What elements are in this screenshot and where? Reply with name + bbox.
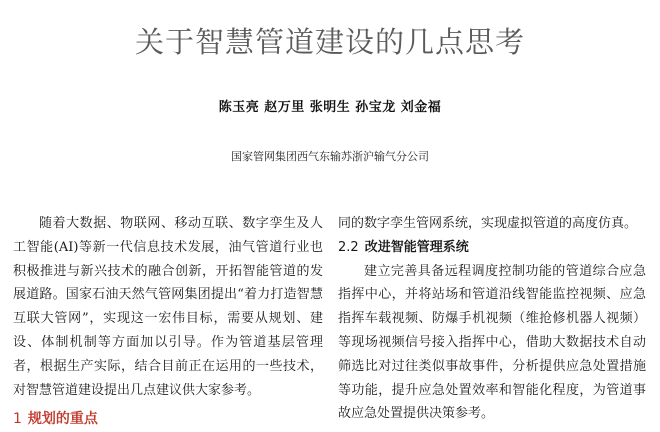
left-column: [13, 212, 323, 432]
section-1-title: 规划的重点: [27, 411, 98, 428]
section-1-heading: [13, 408, 323, 432]
author-affiliation: 国家管网集团西气东输苏浙沪输气分公司: [231, 150, 429, 163]
intro-paragraph: 随着大数据、物联网、移动互联、数字孪生及人工智能(AI)等新一代信息技术发展，油气管道行业也积极推进与新兴技术的融合创新，开拓智能管道的发展道路。国家石油天然气管网集团提出“着力打造智慧互联大管网”，实现这一宏伟目标，需要从规划、建设、体制机制等方面加以引导。作为管道基层管理者，根据生产实际，结合目前正在运用的一些技术，对智慧管道建设提出几点建议供大家参考。: [13, 216, 323, 398]
author-list: 陈玉亮 赵万里 张明生 孙宝龙 刘金福: [218, 100, 442, 115]
section-2-2-heading: [338, 236, 646, 260]
paper-title: 关于智慧管道建设的几点思考: [134, 25, 525, 59]
section-2-2-number: 2.2: [338, 239, 359, 255]
section-2-2-paragraph: 建立完善具备远程调度控制功能的管道综合应急指挥中心，并将站场和管道沿线智能监控视频、应急指挥车载视频、防爆手机视频（维抢修机器人视频）等现场视频信号接入指挥中心，借助大数据技术自动筛选比对过往类似事故事件，分析提供应急处置措施等功能，提升应急处置效率和智能化程度，为管道事故应急处置提供决策参考。: [338, 263, 646, 422]
section-2-2-title: 改进智能管理系统: [364, 239, 469, 255]
right-column: [338, 212, 646, 426]
continued-paragraph: 同的数字孪生管网系统，实现虚拟管道的高度仿真。: [338, 216, 638, 231]
section-1-number: 1: [13, 411, 22, 428]
